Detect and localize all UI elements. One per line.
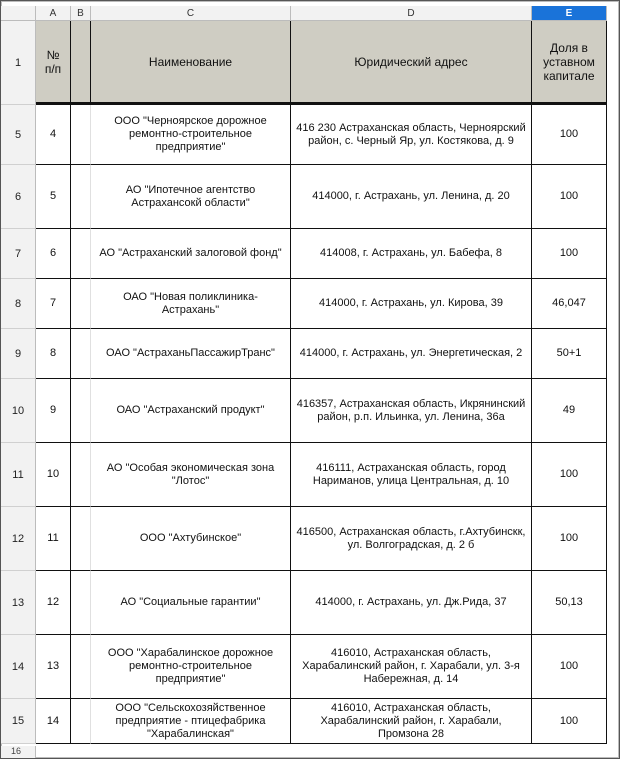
cell-name[interactable]: ОАО "Новая поликлиника-Астрахань" <box>91 279 291 329</box>
cell-address[interactable]: 416010, Астраханская область, Харабалинский район, г. Харабали, ул. 3-я Набережная, д. 14 <box>291 635 532 699</box>
column-header-c[interactable]: C <box>91 6 291 21</box>
cell-num[interactable]: 6 <box>36 229 71 279</box>
cell-name[interactable]: АО "Ипотечное агентство Астрахансокй области" <box>91 165 291 229</box>
select-all-corner[interactable] <box>1 6 36 21</box>
cell-num[interactable]: 11 <box>36 507 71 571</box>
cell-name[interactable]: ОАО "АстраханьПассажирТранс" <box>91 329 291 379</box>
cell-share[interactable]: 46,047 <box>532 279 607 329</box>
cell-num[interactable]: 13 <box>36 635 71 699</box>
cell-num[interactable]: 12 <box>36 571 71 635</box>
cell-b[interactable] <box>71 571 91 635</box>
cell-share[interactable]: 100 <box>532 507 607 571</box>
cell-address[interactable]: 416357, Астраханская область, Икрянинский район, р.п. Ильинка, ул. Ленина, 36а <box>291 379 532 443</box>
cell-address[interactable]: 416111, Астраханская область, город Нариманов, улица Центральная, д. 10 <box>291 443 532 507</box>
cell-num[interactable]: 10 <box>36 443 71 507</box>
column-header-a[interactable]: A <box>36 6 71 21</box>
header-b-cell[interactable] <box>71 21 91 105</box>
cell-b[interactable] <box>71 329 91 379</box>
row-header-9[interactable]: 9 <box>1 329 36 379</box>
cell-name[interactable]: АО "Особая экономическая зона "Лотос" <box>91 443 291 507</box>
cell-share[interactable]: 100 <box>532 443 607 507</box>
row-header-14[interactable]: 14 <box>1 635 36 699</box>
cell-address[interactable]: 414000, г. Астрахань, ул. Кирова, 39 <box>291 279 532 329</box>
cell-address[interactable]: 414000, г. Астрахань, ул. Ленина, д. 20 <box>291 165 532 229</box>
cell-num[interactable]: 5 <box>36 165 71 229</box>
cell-num[interactable]: 9 <box>36 379 71 443</box>
header-address-cell[interactable]: Юридический адрес <box>291 21 532 105</box>
cell-num[interactable]: 8 <box>36 329 71 379</box>
cell-address[interactable]: 416 230 Астраханская область, Черноярский район, с. Черный Яр, ул. Костякова, д. 9 <box>291 105 532 165</box>
column-header-b[interactable]: B <box>71 6 91 21</box>
cell-share[interactable]: 100 <box>532 165 607 229</box>
cell-share[interactable]: 50,13 <box>532 571 607 635</box>
cell-b[interactable] <box>71 279 91 329</box>
cell-share[interactable]: 100 <box>532 635 607 699</box>
row-header-5[interactable]: 5 <box>1 105 36 165</box>
cell-name[interactable]: АО "Астраханский залоговой фонд" <box>91 229 291 279</box>
cell-b[interactable] <box>71 379 91 443</box>
cell-b[interactable] <box>71 699 91 744</box>
row-header-1[interactable]: 1 <box>1 21 36 105</box>
column-header-e[interactable]: E <box>532 6 607 21</box>
header-num-cell[interactable]: № п/п <box>36 21 71 105</box>
row-header-7[interactable]: 7 <box>1 229 36 279</box>
cell-b[interactable] <box>71 635 91 699</box>
cell-name[interactable]: ОАО "Астраханский продукт" <box>91 379 291 443</box>
cell-share[interactable]: 49 <box>532 379 607 443</box>
cell-num[interactable]: 14 <box>36 699 71 744</box>
cell-share[interactable]: 100 <box>532 229 607 279</box>
header-name-cell[interactable]: Наименование <box>91 21 291 105</box>
cell-b[interactable] <box>71 165 91 229</box>
cell-address[interactable]: 414000, г. Астрахань, ул. Дж.Рида, 37 <box>291 571 532 635</box>
cell-num[interactable]: 4 <box>36 105 71 165</box>
cell-share[interactable]: 100 <box>532 699 607 744</box>
cell-share[interactable]: 50+1 <box>532 329 607 379</box>
cell-name[interactable]: ООО "Черноярское дорожное ремонтно-строительное предприятие" <box>91 105 291 165</box>
cell-name[interactable]: ООО "Харабалинское дорожное ремонтно-строительное предприятие" <box>91 635 291 699</box>
cell-share[interactable]: 100 <box>532 105 607 165</box>
row-header-13[interactable]: 13 <box>1 571 36 635</box>
row-header-16[interactable]: 16 <box>1 746 36 759</box>
cell-b[interactable] <box>71 105 91 165</box>
row-header-11[interactable]: 11 <box>1 443 36 507</box>
cell-address[interactable]: 414000, г. Астрахань, ул. Энергетическая, 2 <box>291 329 532 379</box>
cell-name[interactable]: ООО "Сельскохозяйственное предприятие - птицефабрика "Харабалинская" <box>91 699 291 744</box>
cell-address[interactable]: 416010, Астраханская область, Харабалинский район, г. Харабали, Промзона 28 <box>291 699 532 744</box>
cell-num[interactable]: 7 <box>36 279 71 329</box>
row-header-6[interactable]: 6 <box>1 165 36 229</box>
row-header-15[interactable]: 15 <box>1 699 36 744</box>
cell-b[interactable] <box>71 507 91 571</box>
row-header-8[interactable]: 8 <box>1 279 36 329</box>
row-header-12[interactable]: 12 <box>1 507 36 571</box>
header-share-cell[interactable]: Доля в уставном капитале <box>532 21 607 105</box>
row-header-10[interactable]: 10 <box>1 379 36 443</box>
cell-address[interactable]: 414008, г. Астрахань, ул. Бабефа, 8 <box>291 229 532 279</box>
cell-b[interactable] <box>71 443 91 507</box>
cell-name[interactable]: ООО "Ахтубинское" <box>91 507 291 571</box>
cell-b[interactable] <box>71 229 91 279</box>
cell-name[interactable]: АО "Социальные гарантии" <box>91 571 291 635</box>
cell-address[interactable]: 416500, Астраханская область, г.Ахтубинскк, ул. Волгоградская, д. 2 б <box>291 507 532 571</box>
column-header-d[interactable]: D <box>291 6 532 21</box>
